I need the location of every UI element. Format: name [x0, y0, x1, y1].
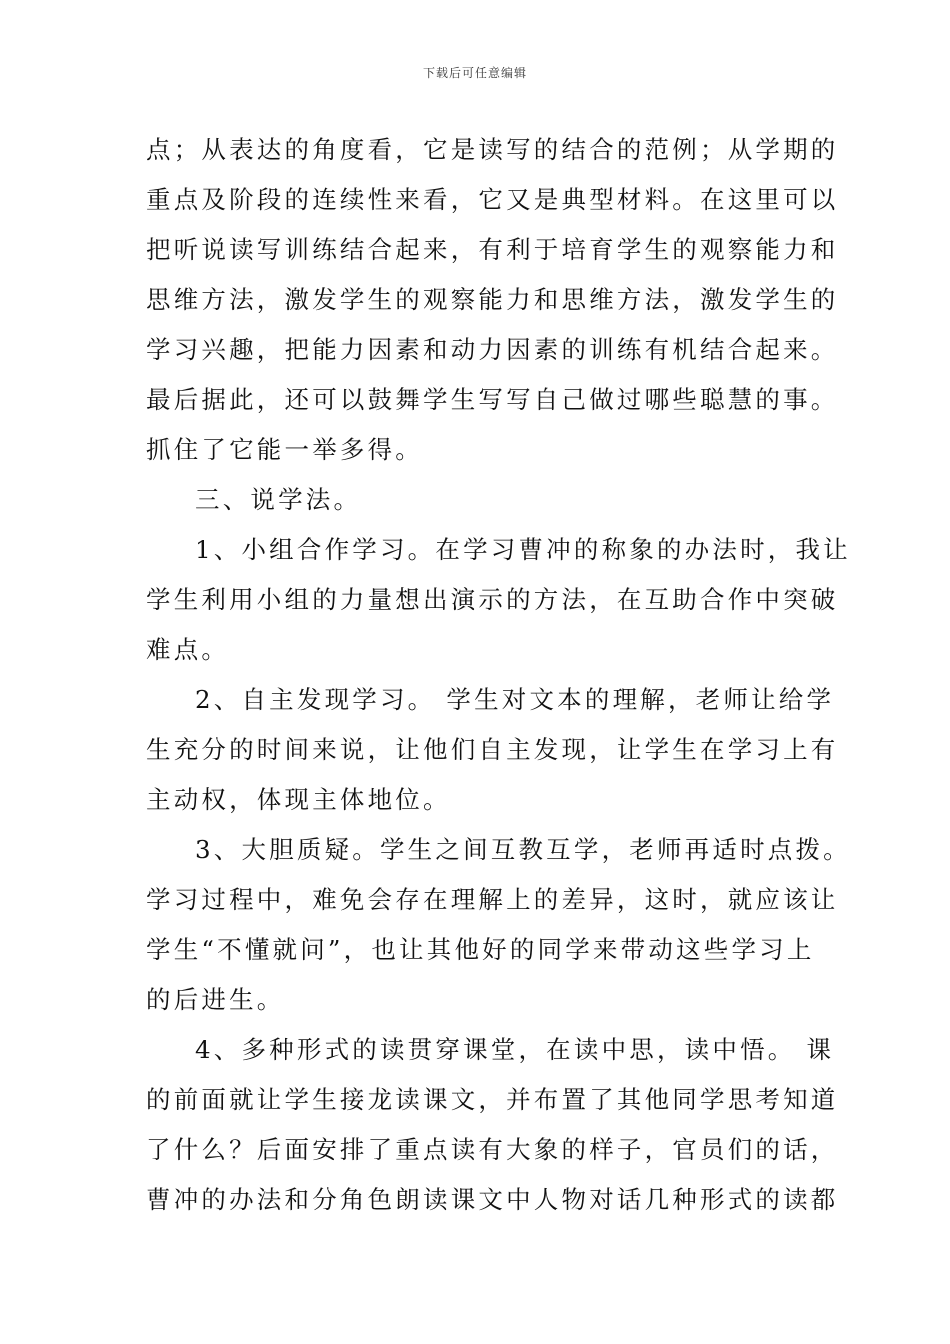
text-line-13: 生充分的时间来说，让他们自主发现，让学生在学习上有: [146, 735, 839, 764]
page-header: 下载后可任意编辑: [422, 66, 527, 80]
text-line-3: 把听说读写训练结合起来，有利于培育学生的观察能力和: [146, 235, 839, 264]
text-line-2: 重点及阶段的连续性来看，它又是典型材料。在这里可以: [146, 185, 839, 214]
text-line-15: 3、大胆质疑。学生之间互教互学，老师再适时点拨。: [195, 835, 851, 864]
document-body: [146, 125, 851, 1225]
text-line-5: 学习兴趣，把能力因素和动力因素的训练有机结合起来。: [146, 335, 839, 364]
text-line-22: 曹冲的办法和分角色朗读课文中人物对话几种形式的读都: [146, 1185, 839, 1214]
text-line-20: 的前面就让学生接龙读课文，并布置了其他同学思考知道: [146, 1085, 839, 1114]
section-heading: 三、说学法。: [195, 485, 362, 514]
text-line-16: 学习过程中，难免会存在理解上的差异，这时，就应该让: [146, 885, 839, 914]
text-line-11: 难点。: [146, 635, 230, 664]
text-line-6: 最后据此，还可以鼓舞学生写写自己做过哪些聪慧的事。: [146, 385, 839, 414]
text-line-19: 4、多种形式的读贯穿课堂，在读中思，读中悟。 课: [195, 1035, 835, 1064]
text-line-1: 点；从表达的角度看，它是读写的结合的范例；从学期的: [146, 135, 839, 164]
text-line-17: 学生“不懂就问”，也让其他好的同学来带动这些学习上: [146, 935, 815, 964]
text-line-12: 2、自主发现学习。 学生对文本的理解，老师让给学: [195, 685, 835, 714]
text-line-9: 1、小组合作学习。在学习曹冲的称象的办法时，我让: [195, 535, 851, 564]
text-line-4: 思维方法，激发学生的观察能力和思维方法，激发学生的: [146, 285, 839, 314]
text-line-7: 抓住了它能一举多得。: [146, 435, 423, 464]
text-line-21: 了什么？后面安排了重点读有大象的样子，官员们的话，: [146, 1135, 839, 1164]
text-line-18: 的后进生。: [146, 985, 285, 1014]
text-line-14: 主动权，体现主体地位。: [146, 785, 451, 814]
text-line-10: 学生利用小组的力量想出演示的方法，在互助合作中突破: [146, 585, 839, 614]
